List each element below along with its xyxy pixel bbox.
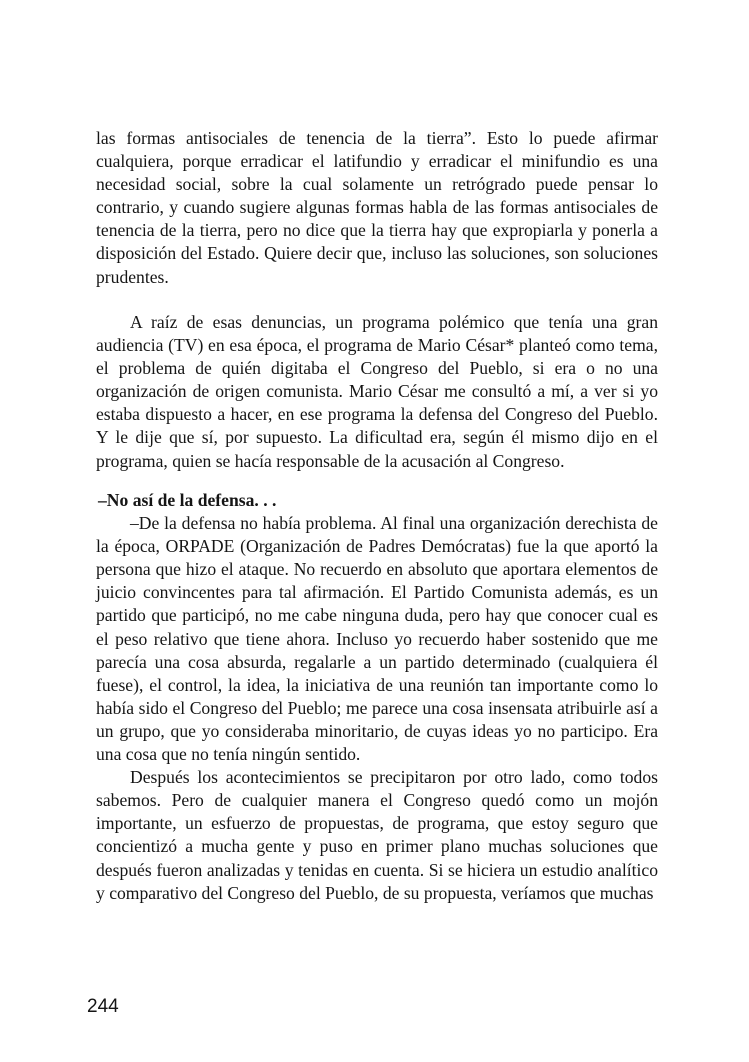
paragraph-continuation: las formas antisociales de tenencia de la tierra”. Esto lo puede afirmar cualquiera, porque erradicar el latifundio y erradicar el minifundio es una necesidad social, sobre la cual solamente un retrógrado puede pensar lo contrario, y cuando sugiere algunas formas habla de las formas antisociales de tenencia de la tierra, pero no dice que la tierra hay que expropiarla y ponerla a disposición del Estado. Quiere decir que, incluso las soluciones, son soluciones prudentes.: [96, 128, 658, 287]
paragraph-tv-program: A raíz de esas denuncias, un programa polémico que tenía una gran audiencia (TV) en esa época, el programa de Mario César* planteó como tema, el problema de quién digitaba el Congreso del Pueblo, si era o no una organización de origen comunista. Mario César me consultó a mí, a ver si yo estaba dispuesto a hacer, en ese programa la defensa del Congreso del Pueblo. Y le dije que sí, por supuesto. La dificultad era, según él mismo dijo en el programa, quien se hacía responsable de la acusación al Congreso.: [96, 312, 658, 471]
page-number: 244: [87, 996, 119, 1017]
text-block-top: [96, 127, 658, 289]
interview-answer: –De la defensa no había problema. Al final una organización derechista de la época, ORPADE (Organización de Padres Demócratas) fue la que aportó la persona que hizo el ataque. No recuerdo en absoluto que aportara elementos de juicio convincentes para tal afirmación. El Partido Comunista además, es un partido que participó, no me cabe ninguna duda, pero hay que conocer cual es el peso relativo que tiene ahora. Incluso yo recuerdo haber sostenido que me parecía una cosa absurda, regalarle a un partido determinado (cualquiera él fuese), el control, la idea, la iniciativa de una reunión tan importante como lo había sido el Congreso del Pueblo; me parece una cosa insensata atribuirle así a un grupo, que yo consideraba minoritario, de cuyas ideas yo no participo. Era una cosa que no tenía ningún sentido.: [96, 513, 658, 765]
text-block-middle: [96, 311, 658, 473]
paragraph-aftermath: Después los acontecimientos se precipitaron por otro lado, como todos sabemos. Pero de cualquier manera el Congreso quedó como un mojón importante, un esfuerzo de propuestas, de programa, que estoy seguro que concientizó a mucha gente y puso en primer plano muchas soluciones que después fueron analizadas y tenidas en cuenta. Si se hiciera un estudio analítico y comparativo del Congreso del Pueblo, de su propuesta, veríamos que muchas: [96, 767, 658, 903]
text-block-bottom: [96, 489, 658, 905]
interview-question: –No así de la defensa. . .: [98, 490, 277, 510]
